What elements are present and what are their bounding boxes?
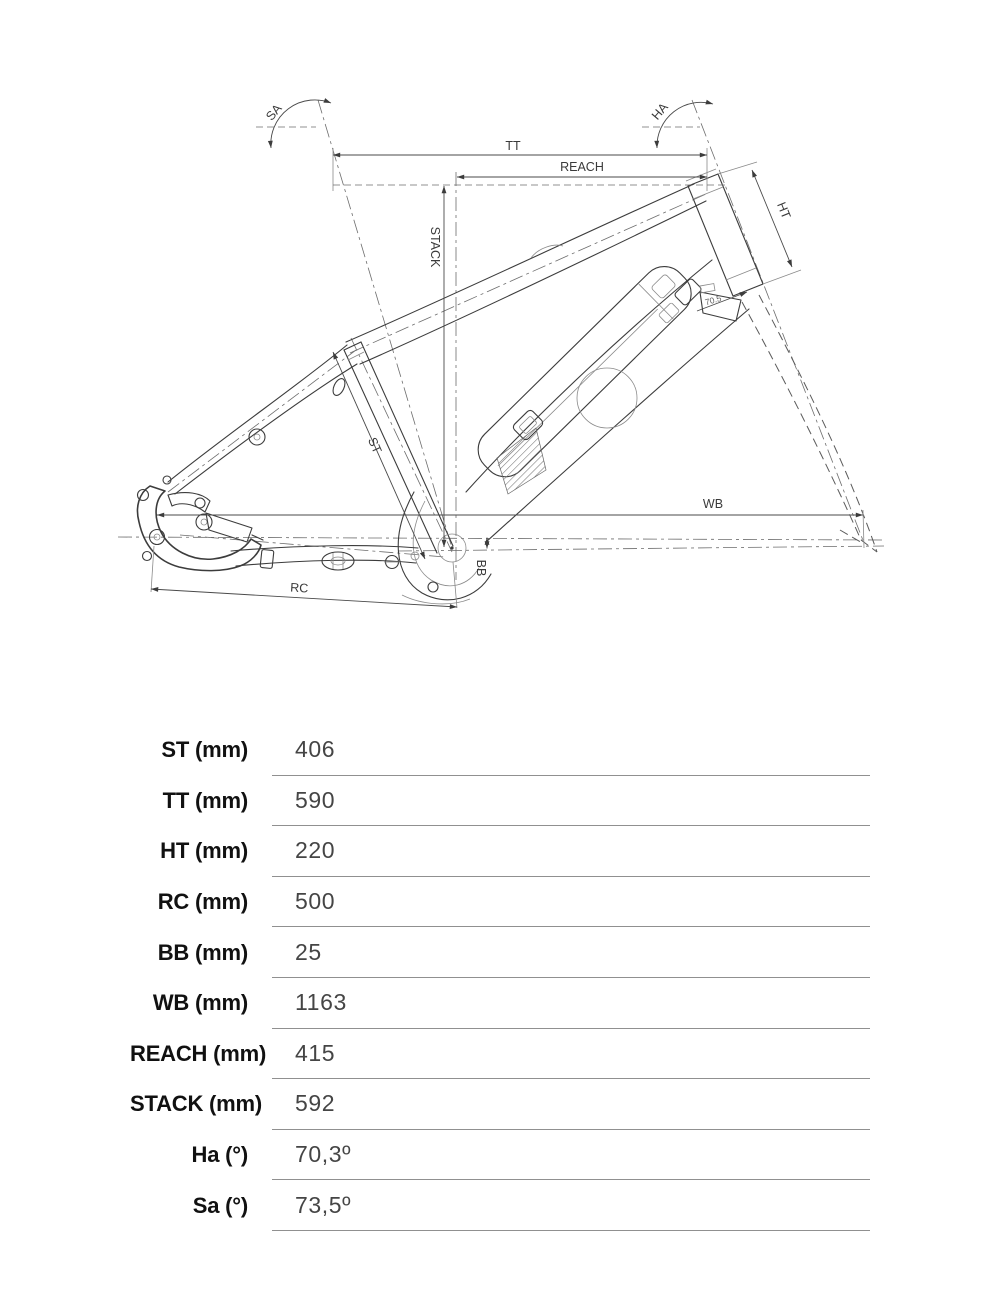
table-row (130, 1029, 870, 1080)
row-label: HT (mm) (160, 838, 248, 864)
table-row (130, 1130, 870, 1181)
label-fork-angle: 70.5 (703, 292, 723, 308)
label-wb: WB (702, 497, 724, 511)
row-label: REACH (mm) (130, 1040, 267, 1066)
geometry-table (130, 725, 870, 1231)
table-row (130, 725, 870, 776)
table-row (130, 1180, 870, 1231)
row-value: 25 (295, 938, 322, 965)
label-stack: STACK (428, 226, 442, 268)
row-label: Ha (°) (191, 1142, 248, 1168)
row-value: 70,3º (295, 1141, 352, 1168)
rear-dropout-cluster (137, 476, 263, 571)
table-row (130, 826, 870, 877)
row-label: RC (mm) (157, 889, 248, 915)
frame-drawing (137, 169, 877, 604)
row-value: 500 (295, 888, 336, 915)
label-rc: RC (289, 580, 309, 596)
row-value: 592 (295, 1090, 336, 1117)
label-bb: BB (474, 559, 488, 577)
derailleur-pulley (196, 514, 212, 530)
row-label: BB (mm) (157, 939, 248, 965)
table-row (130, 927, 870, 978)
label-st: ST (365, 435, 385, 456)
row-value: 73,5º (295, 1191, 352, 1218)
label-ht: HT (774, 200, 794, 221)
row-label: ST (mm) (161, 737, 248, 763)
row-value: 590 (295, 786, 336, 813)
label-ha: HA (648, 100, 671, 123)
seat-tube (344, 350, 437, 553)
top-tube (346, 184, 694, 342)
label-reach: REACH (560, 160, 604, 174)
table-row (130, 1079, 870, 1130)
head-tube (688, 174, 763, 296)
hatched-gusset (497, 428, 546, 494)
row-label: WB (mm) (152, 990, 248, 1016)
dimension-annotations (151, 100, 864, 608)
center-lines (118, 100, 884, 580)
row-label: Sa (°) (192, 1192, 248, 1218)
label-tt: TT (505, 139, 521, 153)
label-sa: SA (263, 101, 285, 124)
motor (398, 492, 491, 600)
row-value: 406 (295, 736, 336, 763)
row-value: 1163 (295, 989, 347, 1016)
row-label: STACK (mm) (130, 1091, 263, 1117)
fork-outline (742, 295, 877, 552)
table-row (130, 978, 870, 1029)
row-value: 220 (295, 837, 336, 864)
row-value: 415 (295, 1039, 336, 1066)
table-row (130, 877, 870, 928)
row-label: TT (mm) (162, 787, 248, 813)
table-row (130, 776, 870, 827)
seat-stay (168, 345, 347, 482)
